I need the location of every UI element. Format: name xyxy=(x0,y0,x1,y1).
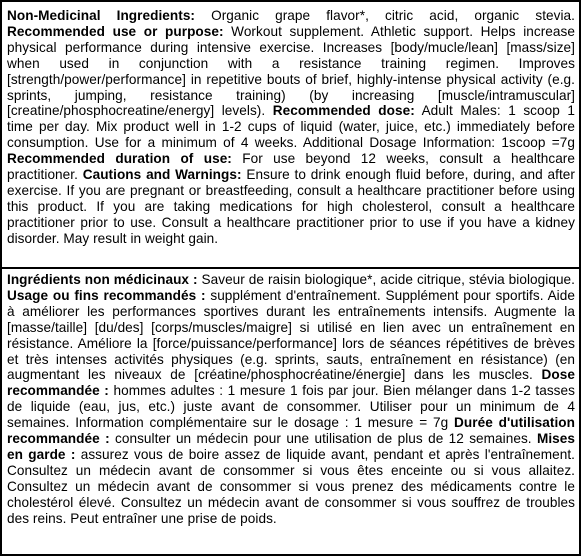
mises-en-garde-heading: Mises en garde : xyxy=(7,431,575,462)
ingredients-non-medicinaux-text: Saveur de raisin biologique*, acide citrique, stévia biologique. xyxy=(197,272,575,287)
recommended-duration-text: For use beyond 12 weeks, consult a healthcare practitioner. xyxy=(7,151,575,183)
ingredients-non-medicinaux-heading: Ingrédients non médicinaux : xyxy=(7,272,198,287)
usage-recommandes-heading: Usage ou fins recommandés : xyxy=(7,287,206,303)
recommended-use-heading: Recommended use or purpose: xyxy=(7,23,224,39)
language-divider xyxy=(2,267,579,269)
duree-utilisation-heading: Durée d'utilisation recommandée : xyxy=(7,415,575,447)
cautions-warnings-heading: Cautions and Warnings: xyxy=(82,167,242,183)
dose-recommandee-heading: Dose recommandée : xyxy=(7,367,575,399)
recommended-use-text: Workout supplement. Athletic support. Helps increase physical performance during intensive exercise. Increases [body/mucle/lean] [mass/size] when used in conjunction with a resistance training regimen. Improves [strength/power/performance] in repetitive bouts of brief, highly-intense physical activity (e.g. sprints, jumping, resistance training) (by increasing [muscle/intramuscular] [creatine/phosphocreatine/energy] levels). xyxy=(7,23,575,119)
recommended-dose-text: Adult Males: 1 scoop 1 time per day. Mix product well in 1-2 cups of liquid (water, juice, etc.) immediately before consumption. Use for a minimum of 4 weeks. Additional Dosage Information: 1scoop =7g xyxy=(7,103,576,151)
mises-en-garde-text: assurez vous de boire assez de liquide avant, pendant et après l'entraînement. Consultez un médecin avant de consommer si vous êtes enceinte ou si vous allaitez. Consultez un médecin avant de consommer si vous prenez des médicaments contre le cholestérol élevé. Consultez un médecin avant de consommer si vous souffrez de troubles des reins. Peut entraîner une prise de poids. xyxy=(7,446,575,526)
recommended-duration-heading: Recommended duration of use: xyxy=(7,151,232,167)
english-label-text xyxy=(7,8,575,247)
dose-recommandee-text: hommes adultes : 1 mesure 1 fois par jour. Bien mélanger dans 1-2 tasses de liquide (eau, jus, etc.) juste avant de consommer. Utiliser pour un minimum de 4 semaines. Information complémentaire sur le dosage : 1 mesure = 7g xyxy=(7,383,575,431)
non-medicinal-ingredients-heading: Non-Medicinal Ingredients: xyxy=(7,8,196,23)
cautions-warnings-text: Ensure to drink enough fluid before, during, and after exercise. If you are pregnant or breastfeeding, consult a healthcare practitioner before using this product. If you are taking medications for high cholesterol, consult a healthcare practitioner prior to use. Consult a healthcare practitioner prior to use if you have a kidney disorder. May result in weight gain. xyxy=(7,167,575,246)
recommended-dose-heading: Recommended dose: xyxy=(272,103,415,119)
duree-utilisation-text: consulter un médecin pour une utilisation de plus de 12 semaines. xyxy=(109,431,537,447)
french-label-text xyxy=(7,272,575,527)
usage-recommandes-text: supplément d'entraînement. Supplément pour sportifs. Aide à améliorer les performances sportives durant les entraînements intensifs. Augmente la [masse/taille] [du/des] [corps/muscles/maigre] si utilisé en lien avec un entraînement en résistance. Améliore la [force/puissance/performance] lors de séances répétitives de brèves et très intenses activités physiques (e.g. sprints, sauts, entraînement en résistance) (en augmentant les niveaux de [créatine/phosphocréatine/énergie] dans les muscles. xyxy=(7,287,575,383)
non-medicinal-ingredients-text: Organic grape flavor*, citric acid, organic stevia. xyxy=(195,8,575,23)
